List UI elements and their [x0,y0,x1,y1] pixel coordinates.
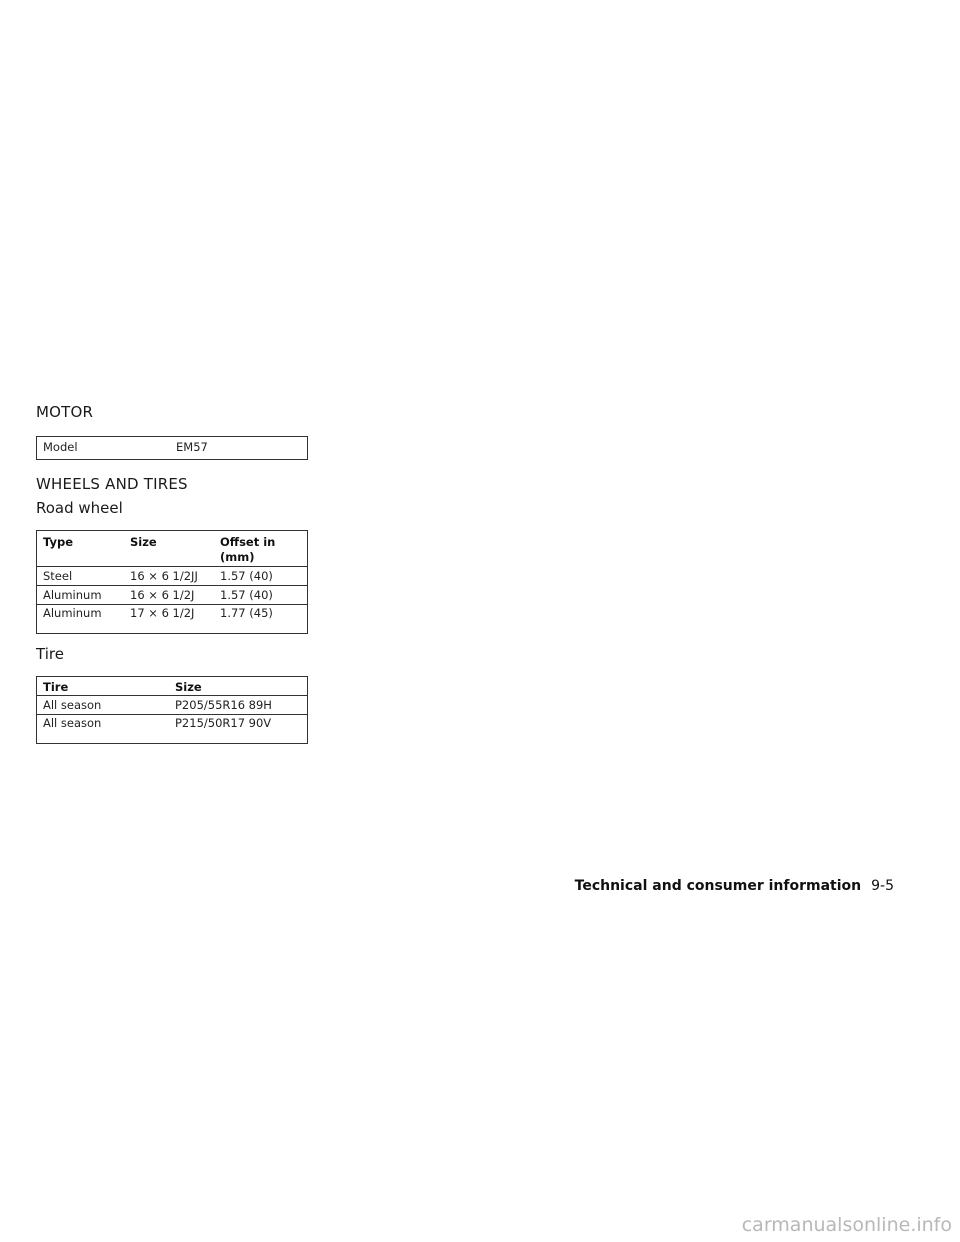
column-header-offset-line1: Offset in [220,535,276,549]
road-wheel-heading: Road wheel [36,499,123,517]
footer-section-title: Technical and consumer information [574,878,862,894]
table-row [37,696,308,715]
wheel-type-cell: Aluminum [43,588,102,602]
page-footer [575,878,894,894]
table-header-row [37,531,308,567]
table-row [37,605,308,634]
column-header-tire: Tire [43,680,69,694]
tire-type-cell: All season [43,698,102,712]
column-header-type: Type [43,535,74,549]
table-header-row [37,677,308,696]
tire-size-cell: P215/50R17 90V [175,716,272,730]
motor-model-label: Model [43,440,78,454]
road-wheel-table [36,530,308,634]
table-row [37,567,308,586]
wheel-type-cell: Aluminum [43,606,102,620]
wheel-type-cell: Steel [43,569,73,583]
column-header-size: Size [130,535,157,549]
tire-type-cell: All season [43,716,102,730]
wheels-tires-heading: WHEELS AND TIRES [36,475,188,493]
wheel-size-cell: 16 × 6 1/2JJ [130,569,198,583]
column-header-offset [214,531,308,567]
wheel-size-cell: 16 × 6 1/2J [130,588,195,602]
page-number: 9-5 [871,878,894,894]
watermark: carmanualsonline.info [741,1214,952,1236]
wheel-offset-cell: 1.57 (40) [220,588,273,602]
wheel-size-cell: 17 × 6 1/2J [130,606,195,620]
column-header-size: Size [175,680,202,694]
table-row [37,437,308,460]
wheel-offset-cell: 1.57 (40) [220,569,273,583]
table-row [37,715,308,744]
motor-heading: MOTOR [36,403,94,421]
tire-table [36,676,308,744]
table-row [37,586,308,605]
wheel-offset-cell: 1.77 (45) [220,606,273,620]
motor-model-value: EM57 [176,440,208,454]
tire-size-cell: P205/55R16 89H [175,698,272,712]
column-header-offset-line2: (mm) [220,550,255,564]
motor-table [36,436,308,460]
tire-heading: Tire [36,645,64,663]
